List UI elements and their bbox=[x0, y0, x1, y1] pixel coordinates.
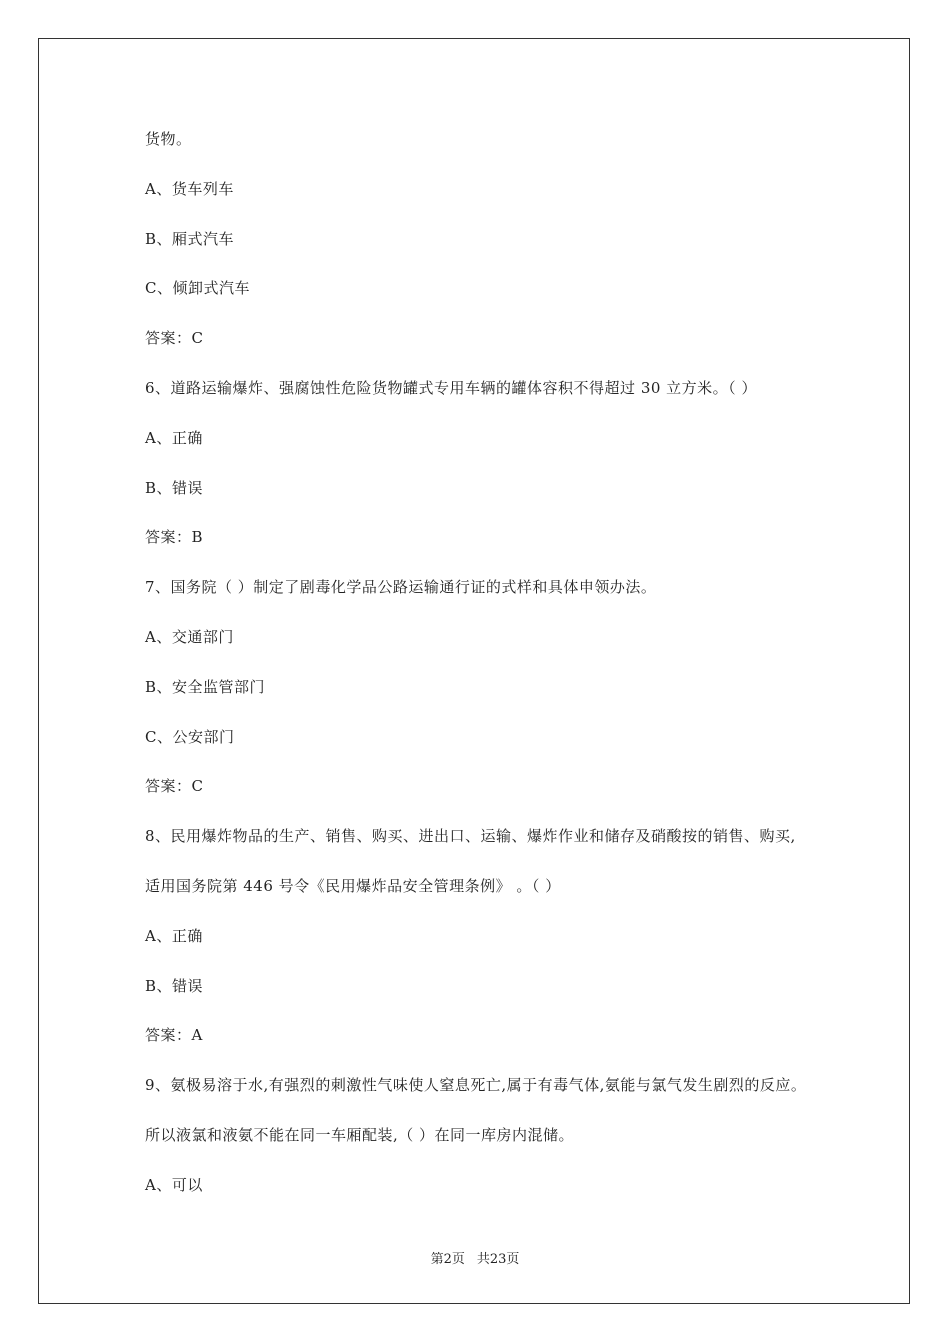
question-line: 所以液氯和液氨不能在同一车厢配装,（ ）在同一库房内混储。 bbox=[145, 1125, 575, 1144]
page-number: 第2页 bbox=[430, 1252, 465, 1267]
question-line: 9、氨极易溶于水,有强烈的刺激性气味使人窒息死亡,属于有毒气体,氨能与氯气发生剧烈的反应。 bbox=[145, 1076, 807, 1095]
option-line: C、公安部门 bbox=[145, 727, 235, 746]
option-line: A、货车列车 bbox=[145, 179, 234, 198]
option-line: B、错误 bbox=[145, 976, 204, 995]
option-line: B、错误 bbox=[145, 478, 204, 497]
question-line: 8、民用爆炸物品的生产、销售、购买、进出口、运输、爆炸作业和储存及硝酸按的销售、购买, bbox=[145, 827, 796, 846]
question-line: 7、国务院（ ）制定了剧毒化学品公路运输通行证的式样和具体申领办法。 bbox=[145, 578, 657, 597]
answer-line: 答案：A bbox=[145, 1026, 203, 1045]
option-line: B、安全监管部门 bbox=[145, 677, 266, 696]
option-line: C、倾卸式汽车 bbox=[145, 279, 250, 298]
answer-line: 答案：B bbox=[145, 528, 204, 547]
page-footer bbox=[0, 1248, 950, 1267]
option-line: B、厢式汽车 bbox=[145, 229, 235, 248]
text-line: 货物。 bbox=[145, 130, 192, 148]
option-line: A、可以 bbox=[145, 1175, 203, 1194]
page-total: 共23页 bbox=[476, 1252, 520, 1267]
answer-line: 答案：C bbox=[145, 329, 204, 348]
option-line: A、正确 bbox=[145, 428, 203, 447]
answer-line: 答案：C bbox=[145, 777, 204, 796]
question-line: 6、道路运输爆炸、强腐蚀性危险货物罐式专用车辆的罐体容积不得超过 30 立方米。（ ） bbox=[145, 378, 757, 397]
document-body bbox=[145, 128, 845, 1224]
option-line: A、正确 bbox=[145, 926, 203, 945]
option-line: A、交通部门 bbox=[145, 627, 234, 646]
question-line: 适用国务院第 446 号令《民用爆炸品安全管理条例》 。（ ） bbox=[145, 876, 561, 895]
